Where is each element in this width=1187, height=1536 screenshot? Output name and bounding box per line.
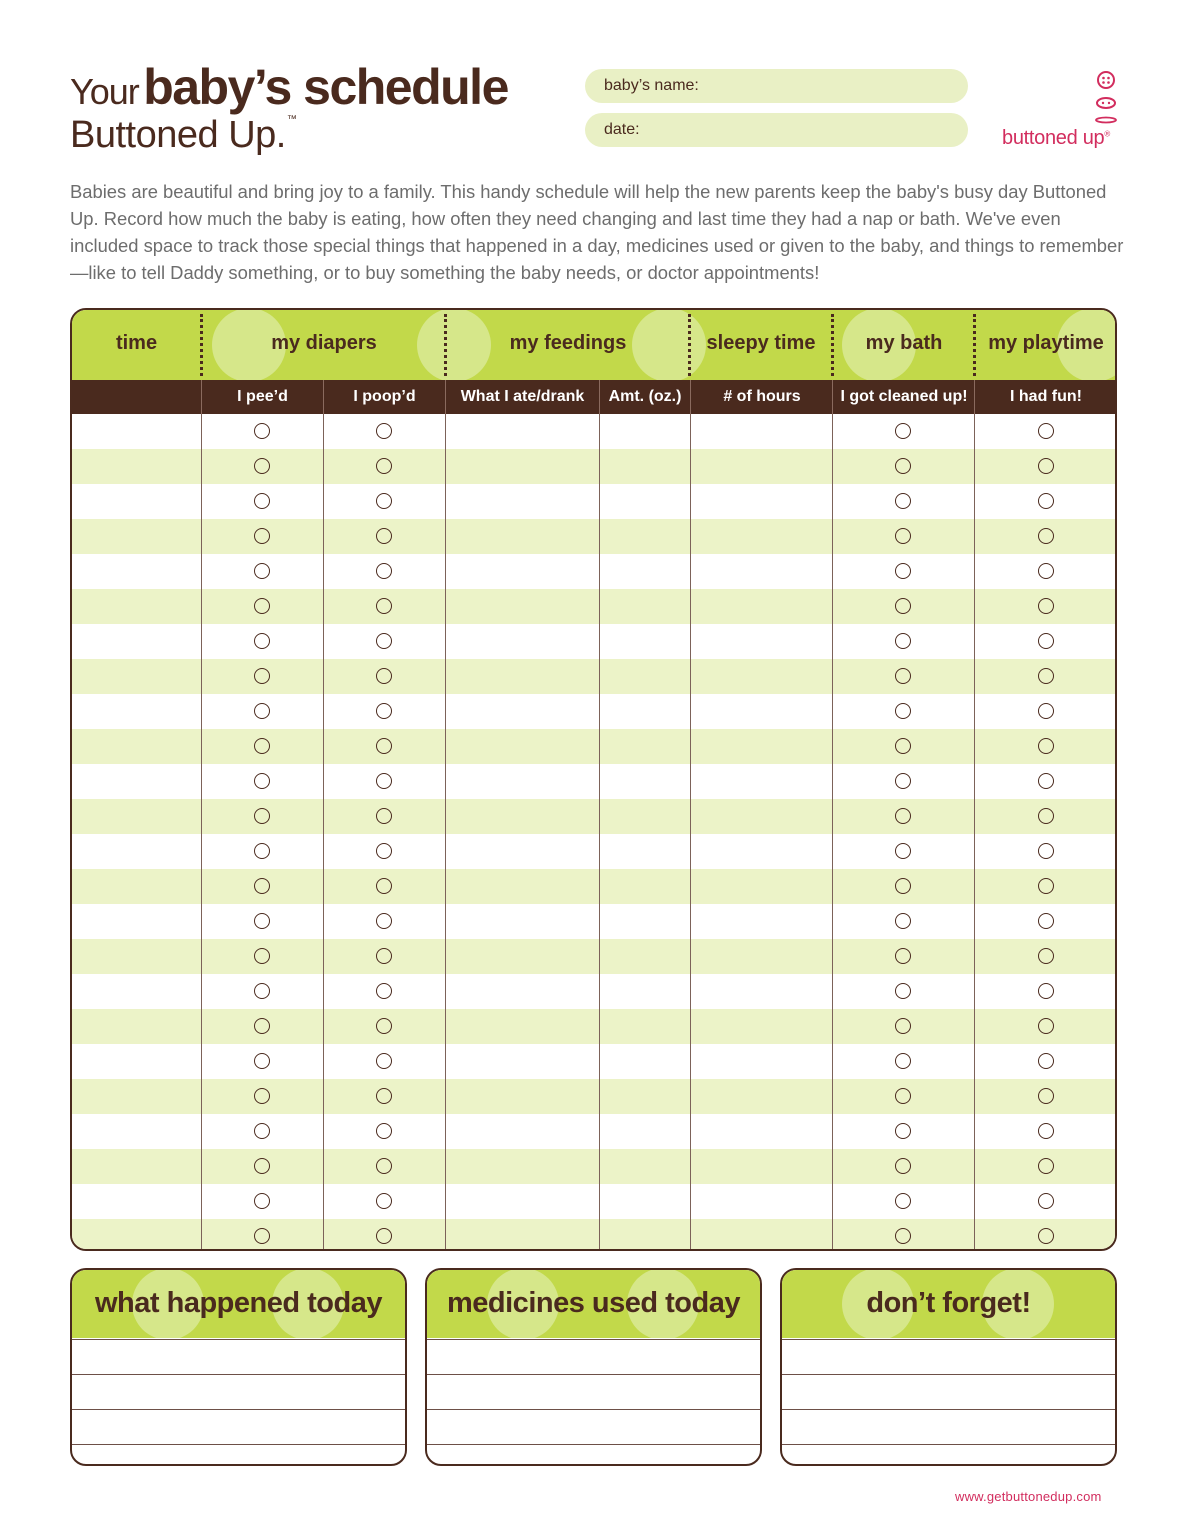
- peed-checkbox[interactable]: [254, 1123, 270, 1139]
- cleaned-up-checkbox[interactable]: [895, 1193, 911, 1209]
- column-divider: [690, 414, 691, 1251]
- trademark-mark: ™: [286, 114, 297, 125]
- dotted-divider: [444, 314, 447, 376]
- dotted-divider: [831, 314, 834, 376]
- pooped-checkbox[interactable]: [376, 423, 392, 439]
- had-fun-checkbox[interactable]: [1038, 1123, 1054, 1139]
- peed-checkbox[interactable]: [254, 983, 270, 999]
- peed-checkbox[interactable]: [254, 528, 270, 544]
- peed-checkbox[interactable]: [254, 633, 270, 649]
- cleaned-up-checkbox[interactable]: [895, 598, 911, 614]
- writing-line: [72, 1409, 405, 1410]
- table-row: [72, 519, 1115, 554]
- table-row: [72, 1009, 1115, 1044]
- had-fun-checkbox[interactable]: [1038, 668, 1054, 684]
- table-row: [72, 729, 1115, 764]
- dont-forget-box: [780, 1268, 1117, 1466]
- writing-line: [72, 1374, 405, 1375]
- had-fun-checkbox[interactable]: [1038, 458, 1054, 474]
- cleaned-up-checkbox[interactable]: [895, 843, 911, 859]
- table-row: [72, 484, 1115, 519]
- had-fun-checkbox[interactable]: [1038, 1018, 1054, 1034]
- peed-checkbox[interactable]: [254, 878, 270, 894]
- dotted-divider: [688, 314, 691, 376]
- table-row: [72, 1114, 1115, 1149]
- table-row: [72, 1079, 1115, 1114]
- peed-checkbox[interactable]: [254, 1018, 270, 1034]
- peed-checkbox[interactable]: [254, 668, 270, 684]
- subheader-divider: [599, 380, 600, 414]
- col-what-i-ate: What I ate/drank: [460, 388, 585, 405]
- pooped-checkbox[interactable]: [376, 668, 392, 684]
- writing-line: [72, 1444, 405, 1445]
- cleaned-up-checkbox[interactable]: [895, 808, 911, 824]
- table-row: [72, 904, 1115, 939]
- group-my-playtime: my playtime: [988, 332, 1104, 354]
- had-fun-checkbox[interactable]: [1038, 423, 1054, 439]
- pooped-checkbox[interactable]: [376, 843, 392, 859]
- page-title: [70, 59, 508, 157]
- column-divider: [323, 414, 324, 1251]
- had-fun-checkbox[interactable]: [1038, 1053, 1054, 1069]
- pooped-checkbox[interactable]: [376, 1053, 392, 1069]
- had-fun-checkbox[interactable]: [1038, 738, 1054, 754]
- cleaned-up-checkbox[interactable]: [895, 1228, 911, 1244]
- writing-line: [427, 1444, 760, 1445]
- peed-checkbox[interactable]: [254, 1158, 270, 1174]
- cleaned-up-checkbox[interactable]: [895, 563, 911, 579]
- peed-checkbox[interactable]: [254, 598, 270, 614]
- peed-checkbox[interactable]: [254, 913, 270, 929]
- cleaned-up-checkbox[interactable]: [895, 1123, 911, 1139]
- logo-wordmark: buttoned up®: [1002, 127, 1110, 149]
- column-divider: [599, 414, 600, 1251]
- table-row: [72, 1149, 1115, 1184]
- pooped-checkbox[interactable]: [376, 458, 392, 474]
- cleaned-up-checkbox[interactable]: [895, 458, 911, 474]
- date-label: date:: [604, 121, 640, 138]
- table-row: [72, 764, 1115, 799]
- column-divider: [832, 414, 833, 1251]
- pooped-checkbox[interactable]: [376, 528, 392, 544]
- peed-checkbox[interactable]: [254, 843, 270, 859]
- col-hours: # of hours: [723, 388, 801, 405]
- pooped-checkbox[interactable]: [376, 1088, 392, 1104]
- pooped-checkbox[interactable]: [376, 808, 392, 824]
- group-my-feedings: my feedings: [509, 332, 627, 354]
- had-fun-checkbox[interactable]: [1038, 633, 1054, 649]
- had-fun-checkbox[interactable]: [1038, 528, 1054, 544]
- column-divider: [974, 414, 975, 1251]
- pooped-checkbox[interactable]: [376, 878, 392, 894]
- had-fun-checkbox[interactable]: [1038, 1088, 1054, 1104]
- dotted-divider: [973, 314, 976, 376]
- cleaned-up-checkbox[interactable]: [895, 703, 911, 719]
- cleaned-up-checkbox[interactable]: [895, 773, 911, 789]
- title-main: baby’s schedule: [143, 59, 508, 115]
- medicines-title: medicines used today: [447, 1287, 740, 1319]
- writing-line: [427, 1374, 760, 1375]
- schedule-table: [70, 308, 1117, 1251]
- cleaned-up-checkbox[interactable]: [895, 913, 911, 929]
- peed-checkbox[interactable]: [254, 493, 270, 509]
- footer-url[interactable]: www.getbuttonedup.com: [955, 1489, 1102, 1504]
- had-fun-checkbox[interactable]: [1038, 1228, 1054, 1244]
- column-divider: [445, 414, 446, 1251]
- table-row: [72, 449, 1115, 484]
- pooped-checkbox[interactable]: [376, 948, 392, 964]
- writing-line: [782, 1409, 1115, 1410]
- pooped-checkbox[interactable]: [376, 1018, 392, 1034]
- what-happened-title: what happened today: [95, 1287, 382, 1319]
- cleaned-up-checkbox[interactable]: [895, 1018, 911, 1034]
- had-fun-checkbox[interactable]: [1038, 1158, 1054, 1174]
- had-fun-checkbox[interactable]: [1038, 563, 1054, 579]
- pooped-checkbox[interactable]: [376, 1228, 392, 1244]
- baby-name-label: baby’s name:: [604, 77, 699, 94]
- cleaned-up-checkbox[interactable]: [895, 633, 911, 649]
- box-header: [782, 1270, 1115, 1338]
- table-row: [72, 974, 1115, 1009]
- had-fun-checkbox[interactable]: [1038, 808, 1054, 824]
- peed-checkbox[interactable]: [254, 423, 270, 439]
- pooped-checkbox[interactable]: [376, 1193, 392, 1209]
- pooped-checkbox[interactable]: [376, 738, 392, 754]
- had-fun-checkbox[interactable]: [1038, 948, 1054, 964]
- peed-checkbox[interactable]: [254, 948, 270, 964]
- pooped-checkbox[interactable]: [376, 633, 392, 649]
- peed-checkbox[interactable]: [254, 703, 270, 719]
- col-i-peed: I pee’d: [237, 388, 288, 405]
- medicines-box: [425, 1268, 762, 1466]
- title-subline: Buttoned Up.: [70, 114, 286, 156]
- peed-checkbox[interactable]: [254, 773, 270, 789]
- table-subheader: [72, 380, 1115, 414]
- column-divider: [201, 414, 202, 1251]
- peed-checkbox[interactable]: [254, 1053, 270, 1069]
- pooped-checkbox[interactable]: [376, 1123, 392, 1139]
- writing-line: [782, 1444, 1115, 1445]
- had-fun-checkbox[interactable]: [1038, 773, 1054, 789]
- box-header: [72, 1270, 405, 1338]
- box-header: [427, 1270, 760, 1338]
- table-header-band: [72, 310, 1115, 380]
- table-row: [72, 939, 1115, 974]
- had-fun-checkbox[interactable]: [1038, 1193, 1054, 1209]
- dotted-divider: [200, 314, 203, 376]
- had-fun-checkbox[interactable]: [1038, 878, 1054, 894]
- cleaned-up-checkbox[interactable]: [895, 423, 911, 439]
- group-sleepy-time: sleepy time: [706, 332, 816, 354]
- pooped-checkbox[interactable]: [376, 703, 392, 719]
- pooped-checkbox[interactable]: [376, 983, 392, 999]
- writing-line: [782, 1339, 1115, 1340]
- group-time: time: [115, 332, 158, 354]
- col-i-pooped: I poop’d: [353, 388, 416, 405]
- writing-line: [427, 1409, 760, 1410]
- peed-checkbox[interactable]: [254, 563, 270, 579]
- subheader-divider: [974, 380, 975, 414]
- title-your: Your: [70, 71, 139, 112]
- col-amount: Amt. (oz.): [608, 388, 682, 405]
- pooped-checkbox[interactable]: [376, 563, 392, 579]
- cleaned-up-checkbox[interactable]: [895, 668, 911, 684]
- pooped-checkbox[interactable]: [376, 773, 392, 789]
- table-row: [72, 414, 1115, 449]
- table-row: [72, 869, 1115, 904]
- had-fun-checkbox[interactable]: [1038, 913, 1054, 929]
- pooped-checkbox[interactable]: [376, 913, 392, 929]
- table-row: [72, 589, 1115, 624]
- cleaned-up-checkbox[interactable]: [895, 878, 911, 894]
- peed-checkbox[interactable]: [254, 1228, 270, 1244]
- peed-checkbox[interactable]: [254, 1193, 270, 1209]
- baby-name-field[interactable]: [585, 69, 968, 103]
- pooped-checkbox[interactable]: [376, 493, 392, 509]
- table-row: [72, 659, 1115, 694]
- table-row: [72, 624, 1115, 659]
- table-row: [72, 554, 1115, 589]
- group-my-diapers: my diapers: [271, 332, 377, 354]
- had-fun-checkbox[interactable]: [1038, 843, 1054, 859]
- cleaned-up-checkbox[interactable]: [895, 1053, 911, 1069]
- peed-checkbox[interactable]: [254, 808, 270, 824]
- writing-line: [782, 1374, 1115, 1375]
- intro-paragraph: Babies are beautiful and bring joy to a family. This handy schedule will help the new parents keep the baby's busy day Buttoned Up. Record how much the baby is eating, how often they need changing and last time they had a nap or bath. We've even included space to track those special things that happened in a day, medicines used or given to the baby, and things to remember—like to tell Daddy something, or to buy something the baby needs, or doctor appointments!: [70, 181, 1124, 283]
- table-row: [72, 1184, 1115, 1219]
- subheader-divider: [690, 380, 691, 414]
- table-row: [72, 799, 1115, 834]
- col-cleaned-up: I got cleaned up!: [840, 388, 968, 405]
- what-happened-box: [70, 1268, 407, 1466]
- table-row: [72, 834, 1115, 869]
- cleaned-up-checkbox[interactable]: [895, 1088, 911, 1104]
- had-fun-checkbox[interactable]: [1038, 598, 1054, 614]
- had-fun-checkbox[interactable]: [1038, 493, 1054, 509]
- date-field[interactable]: [585, 113, 968, 147]
- cleaned-up-checkbox[interactable]: [895, 1158, 911, 1174]
- subheader-divider: [445, 380, 446, 414]
- cleaned-up-checkbox[interactable]: [895, 528, 911, 544]
- cleaned-up-checkbox[interactable]: [895, 983, 911, 999]
- col-had-fun: I had fun!: [1010, 388, 1082, 405]
- table-row: [72, 1219, 1115, 1251]
- peed-checkbox[interactable]: [254, 738, 270, 754]
- had-fun-checkbox[interactable]: [1038, 703, 1054, 719]
- group-my-bath: my bath: [865, 332, 943, 354]
- peed-checkbox[interactable]: [254, 1088, 270, 1104]
- cleaned-up-checkbox[interactable]: [895, 493, 911, 509]
- table-row: [72, 694, 1115, 729]
- had-fun-checkbox[interactable]: [1038, 983, 1054, 999]
- pooped-checkbox[interactable]: [376, 1158, 392, 1174]
- cleaned-up-checkbox[interactable]: [895, 948, 911, 964]
- dont-forget-title: don’t forget!: [866, 1287, 1031, 1319]
- table-row: [72, 1044, 1115, 1079]
- peed-checkbox[interactable]: [254, 458, 270, 474]
- subheader-divider: [201, 380, 202, 414]
- writing-line: [72, 1339, 405, 1340]
- writing-line: [427, 1339, 760, 1340]
- subheader-divider: [323, 380, 324, 414]
- pooped-checkbox[interactable]: [376, 598, 392, 614]
- subheader-divider: [832, 380, 833, 414]
- cleaned-up-checkbox[interactable]: [895, 738, 911, 754]
